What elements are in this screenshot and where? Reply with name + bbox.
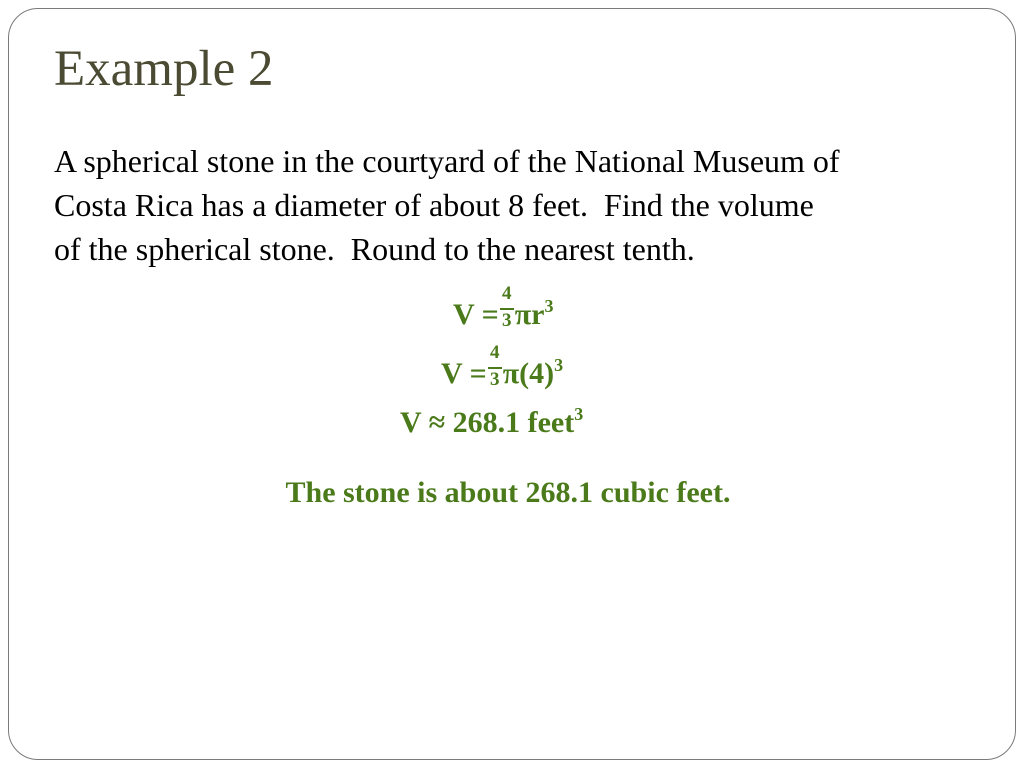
result-text: V ≈ 268.1 feet — [400, 406, 575, 439]
slide-title: Example 2 — [54, 41, 274, 97]
fraction-four-thirds — [487, 342, 503, 390]
fraction-denominator: 3 — [489, 369, 500, 390]
fraction-denominator: 3 — [501, 310, 512, 331]
problem-line-3: of the spherical stone. Round to the nearest tenth. — [54, 231, 695, 267]
problem-line-1: A spherical stone in the courtyard of the National Museum of — [54, 143, 840, 179]
substitution-pi-four: π(4) — [502, 357, 555, 390]
formula-pi-r: πr — [514, 298, 545, 331]
answer-statement: The stone is about 268.1 cubic feet. — [285, 476, 731, 509]
volume-result — [400, 404, 584, 439]
substitution-lhs: V = — [441, 357, 487, 390]
substitution-step — [441, 342, 564, 390]
result-exponent: 3 — [574, 404, 584, 424]
problem-statement — [54, 139, 984, 271]
formula-exponent: 3 — [544, 296, 554, 316]
fraction-numerator: 4 — [489, 342, 500, 363]
volume-formula — [453, 283, 554, 331]
substitution-exponent: 3 — [554, 355, 564, 375]
problem-line-2: Costa Rica has a diameter of about 8 feet. Find the volume — [54, 187, 814, 223]
fraction-numerator: 4 — [501, 283, 512, 304]
formula-lhs: V = — [453, 298, 499, 331]
fraction-four-thirds — [499, 283, 515, 331]
